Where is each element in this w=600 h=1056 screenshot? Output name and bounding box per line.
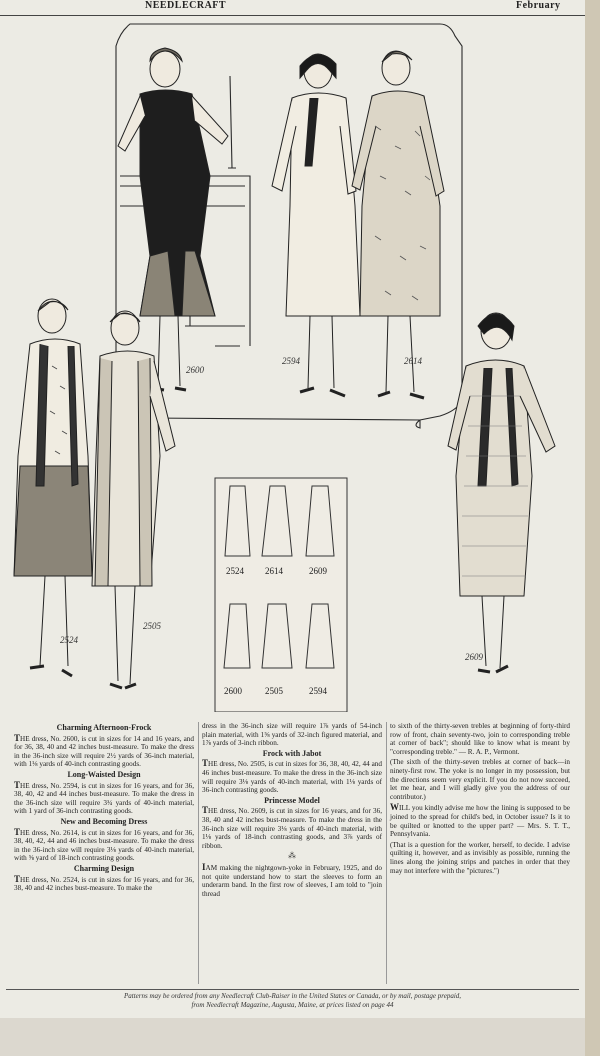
mini-label-2524: 2524 bbox=[226, 566, 244, 576]
para-yoke-answer: (The sixth of the thirty-seven trebles at corner of back—in ninety-first row. The yoke is no longer in my possession, but the directions seem very explicit. If you do not now succeed, let me hear, and I will gladly give you the address of our contributor.) bbox=[390, 758, 570, 801]
para-2524-cont: dress in the 36-inch size will require 1⅞ yards of 54-inch plain material, with 1⅝ yards of 32-inch figured material, and 1⅞ yards of 3-inch ribbon. bbox=[202, 722, 382, 748]
heading-new-becoming: New and Becoming Dress bbox=[60, 816, 148, 826]
mini-label-2614: 2614 bbox=[265, 566, 283, 576]
heading-afternoon-frock: Charming Afternoon-Frock bbox=[56, 723, 152, 732]
heading-charming-design: Charming Design bbox=[73, 863, 135, 873]
running-head-month: February bbox=[516, 0, 561, 11]
column-divider bbox=[386, 722, 387, 984]
mini-label-2600: 2600 bbox=[224, 686, 242, 696]
drop-cap: T bbox=[14, 779, 21, 790]
para-yoke-cont: to sixth of the thirty-seven trebles at beginning of forty-third row of front, chain seventy-two, join to corresponding treble at corner of back"; should like to know what is meant by "corresponding treble." — R. A. P., Vermont. bbox=[390, 722, 570, 756]
plate-label-2614: 2614 bbox=[404, 356, 422, 366]
footer-line-2: from Needlecraft Magazine, Augusta, Maine, at prices listed on page 44 bbox=[191, 1001, 394, 1009]
para-2614: THE dress, No. 2614, is cut in sizes for 16 years, and for 36, 38, 40, 42, 44 and 46 inches bust-measure. To make the dress in the 36-inch size will require 3⅛ yards of 40-inch material, with ⅝ yard of 18-inch contrasting goods. bbox=[14, 826, 194, 863]
scan-background bbox=[0, 1018, 585, 1056]
section-ornament: ⁂ bbox=[288, 851, 296, 861]
mini-label-2594: 2594 bbox=[309, 686, 327, 696]
plate-label-2594: 2594 bbox=[282, 356, 300, 366]
text-column-3 bbox=[390, 722, 570, 877]
heading-princesse-model: Princesse Model bbox=[264, 795, 320, 805]
drop-cap: T bbox=[202, 805, 209, 816]
footer-line-1: Patterns may be ordered from any Needlecraft Club-Raiser in the United States or Canada, or by mail, postage prepaid, bbox=[123, 992, 462, 1000]
figure-2609 bbox=[448, 313, 555, 672]
drop-cap: I bbox=[202, 861, 206, 872]
figure-2594 bbox=[272, 54, 360, 396]
para-2505: THE dress, No. 2505, is cut in sizes for 36, 38, 40, 42, 44 and 46 inches bust-measure. To make the dress in the 36-inch size will require 3⅛ yards of 40-inch material, with 1⅛ yards of 36-inch contrasting goods. bbox=[202, 758, 382, 795]
footer-rule bbox=[6, 989, 579, 990]
plate-label-2524: 2524 bbox=[60, 635, 78, 645]
heading-frock-jabot: Frock with Jabot bbox=[262, 748, 322, 758]
text-column-1 bbox=[14, 722, 194, 895]
mini-label-2609: 2609 bbox=[309, 566, 327, 576]
para-2600: THE dress, No. 2600, is cut in sizes for 14 and 16 years, and for 36, 38, 40 and 42 inches bust-measure. To make the dress in the 36-inch size will require 2½ yards of 36-inch material, with 1⅛ yards of 40-inch contrasting goods. bbox=[14, 732, 194, 769]
figure-2614 bbox=[352, 51, 444, 398]
para-lining-question: WILL you kindly advise me how the lining is supposed to be joined to the spread for child's bed, in October issue? Is it to be quilted or knotted to the upper part? — Mrs. S. T. T., Pennsylvania. bbox=[390, 802, 570, 839]
drop-cap: T bbox=[14, 826, 21, 837]
drop-cap: T bbox=[14, 732, 21, 743]
figure-2505 bbox=[92, 311, 175, 688]
plate-label-2609: 2609 bbox=[465, 652, 483, 662]
mini-label-2505: 2505 bbox=[265, 686, 283, 696]
plate-label-2505: 2505 bbox=[143, 621, 161, 631]
heading-long-waisted: Long-Waisted Design bbox=[67, 769, 141, 779]
page-edge-strip bbox=[585, 0, 600, 1056]
drop-cap: T bbox=[14, 873, 21, 884]
para-2609: THE dress, No. 2609, is cut in sizes for 16 years, and for 36, 38, 40 and 42 inches bust-measure. To make the dress in the 36-inch size will require 3⅛ yards of 40-inch material, with 1⅛ yards of 18-inch contrasting goods, and 3⅞ yards of ribbon. bbox=[202, 805, 382, 850]
column-divider bbox=[198, 722, 199, 984]
mini-pattern-grid bbox=[215, 478, 347, 712]
running-head-title: NEEDLECRAFT bbox=[145, 0, 227, 11]
drop-cap: T bbox=[202, 758, 209, 769]
para-2594: THE dress, No. 2594, is cut in sizes for 16 years, and for 36, 38, 40, 42 and 44 inches bust-measure. To make the dress in the 36-inch size will require 3¾ yards of 40-inch material, with 1 yard of 36-inch contrasting goods. bbox=[14, 779, 194, 816]
para-lining-answer: (That is a question for the worker, herself, to decide. I advise quilting it, however, and as invisibly as possible, running the lines along the joining strips and patches in order that they may not interfere with the "pictures.") bbox=[390, 840, 570, 875]
para-2524: THE dress, No. 2524, is cut in sizes for 16 years, and for 36, 38, 40 and 42 inches bust-measure. To make the bbox=[14, 873, 194, 893]
drop-cap: W bbox=[390, 802, 399, 813]
plate-label-2600: 2600 bbox=[186, 365, 204, 375]
pattern-order-footer bbox=[0, 992, 585, 1016]
figure-2524 bbox=[14, 299, 92, 676]
text-column-2 bbox=[202, 722, 382, 900]
para-nightgown-yoke: IAM making the nightgown-yoke in February, 1925, and do not quite understand how to start the sleeves to form an underarm band. In the first row of sleeves, I am told to "join thread bbox=[202, 861, 382, 898]
